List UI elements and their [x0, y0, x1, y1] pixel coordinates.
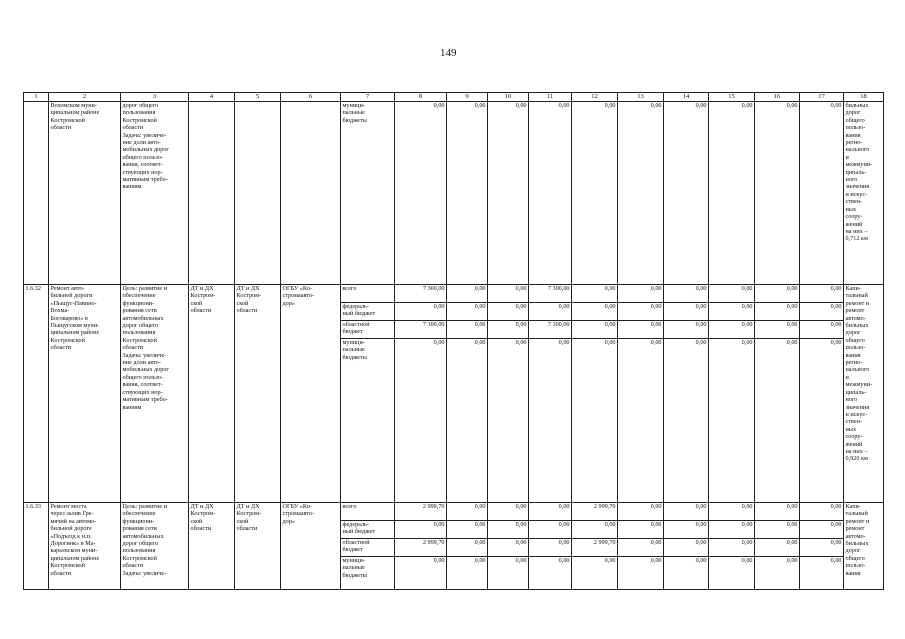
value-cell [618, 285, 664, 503]
value-cell-line: 0,00 [618, 303, 663, 321]
column-header: 16 [755, 93, 800, 102]
value-cell-line: 0,00 [830, 339, 842, 346]
value-cell-line: 0,00 [618, 521, 663, 539]
value-cell [618, 503, 664, 590]
value-cell-line: 0,00 [800, 521, 843, 539]
value-cell-line: 0,00 [664, 285, 708, 303]
goal-task [121, 503, 189, 590]
value-cell-line: 0,00 [709, 321, 754, 339]
value-cell: 0,00 [709, 102, 755, 285]
value-cell-line: 0,00 [572, 521, 617, 539]
funding-source: муници- пальные бюджеты [341, 102, 395, 285]
funding-source-line: муници- пальные бюджеты [342, 339, 367, 361]
value-cell-line: 0,00 [786, 339, 798, 346]
value-cell-line: 0,00 [558, 339, 570, 346]
row-number [24, 285, 49, 503]
administrator [235, 503, 281, 590]
column-header: 12 [572, 93, 618, 102]
column-header: 1 [24, 93, 49, 102]
value-cell-line: 0,00 [395, 303, 446, 321]
executor [281, 503, 341, 590]
value-cell-line: 0,00 [800, 285, 843, 303]
executor-text: ОГБУ «Ко- стромаавто- дор» [282, 503, 315, 525]
value-cell-line: 0,00 [572, 303, 617, 321]
value-cell-line: 0,00 [529, 539, 571, 557]
value-cell: 0,00 [572, 102, 618, 285]
measure-name: Вохомском муни- ципальном районе Костромской области [49, 102, 121, 285]
value-cell: 0,00 [395, 102, 447, 285]
program-table [23, 92, 884, 590]
funding-source-line: федераль- ный бюджет [341, 303, 394, 321]
value-cell-line: 2 999,70 [395, 539, 446, 557]
value-cell-line: 0,00 [709, 539, 754, 557]
value-cell-line: 0,00 [709, 503, 754, 521]
value-cell-line: 0,00 [488, 521, 528, 539]
value-cell-line: 0,00 [515, 339, 527, 346]
value-cell-line: 0,00 [474, 339, 486, 346]
funding-source-line: всего [341, 285, 394, 303]
value-cell [447, 285, 488, 503]
value-cell-line: 0,00 [447, 321, 487, 339]
funding-source-line: муници- пальные бюджеты [342, 557, 367, 579]
row-number-text: 1.6.33 [25, 503, 41, 510]
table-row [24, 503, 884, 590]
value-cell-line: 0,00 [529, 303, 571, 321]
value-cell-line: 0,00 [447, 521, 487, 539]
value-cell-line: 0,00 [529, 503, 571, 521]
value-cell-line: 0,00 [447, 503, 487, 521]
value-cell-line: 0,00 [650, 557, 662, 564]
value-cell-line: 0,00 [664, 521, 708, 539]
value-cell-line: 0,00 [800, 303, 843, 321]
column-header: 14 [664, 93, 709, 102]
value-cell-line: 0,00 [695, 557, 707, 564]
value-cell-line: 0,00 [395, 521, 446, 539]
expected-result [844, 503, 884, 590]
funding-source [341, 285, 395, 503]
funding-source-line: областной бюджет [341, 321, 394, 339]
column-header: 3 [121, 93, 189, 102]
executor [281, 285, 341, 503]
funding-source-line: областной бюджет [341, 539, 394, 557]
value-cell-line: 0,00 [558, 557, 570, 564]
value-cell-line: 0,00 [830, 557, 842, 564]
expected-result-text: Капи- тальный ремонт и ремонт автомо- бильных дорог общего пользо- вания регио- нального и межмуни- ципаль- ного значения и искус- ствен- ных соору- жений на них – 0,920 км [845, 285, 873, 463]
value-cell-line: 2 999,70 [572, 539, 617, 557]
expected-result [844, 285, 884, 503]
header-row [24, 93, 884, 102]
value-cell-line: 0,00 [488, 321, 528, 339]
value-cell [529, 503, 572, 590]
value-cell-line: 0,00 [800, 321, 843, 339]
value-cell-line: 0,00 [800, 539, 843, 557]
expected-result-text: Капи- тальный ремонт и ремонт автомо- бильных дорог общего пользо- вания [845, 503, 870, 577]
value-cell-line: 0,00 [664, 503, 708, 521]
column-header: 10 [488, 93, 529, 102]
value-cell-line: 0,00 [709, 521, 754, 539]
goal-task [121, 285, 189, 503]
customer-text: ДТ и ДХ Костром- ской области [190, 503, 216, 533]
column-header: 4 [189, 93, 235, 102]
row-number [24, 102, 49, 285]
value-cell-line: 0,00 [447, 285, 487, 303]
column-header: 7 [341, 93, 395, 102]
column-header: 11 [529, 93, 572, 102]
value-cell-line: 0,00 [447, 303, 487, 321]
value-cell-line: 0,00 [800, 503, 843, 521]
value-cell [529, 285, 572, 503]
column-header: 9 [447, 93, 488, 102]
value-cell: 0,00 [800, 102, 844, 285]
value-cell-line: 0,00 [488, 539, 528, 557]
value-cell: 0,00 [529, 102, 572, 285]
value-cell [800, 503, 844, 590]
column-header: 5 [235, 93, 281, 102]
value-cell: 0,00 [618, 102, 664, 285]
goal-task-text: Цель: развитие и обеспечение функциони- рования сети автомобильных дорог общего пользования Костромской области Задача: увеличе- ние доли авто- мобильных дорог общего пользо- вания, соответ- ствующих нор- мативным требо- ваниям [122, 285, 169, 411]
funding-source [341, 503, 395, 590]
customer-text: ДТ и ДХ Костром- ской области [190, 285, 216, 315]
value-cell-line: 0,00 [618, 539, 663, 557]
measure-name [49, 503, 121, 590]
value-cell-line: 0,00 [664, 321, 708, 339]
value-cell-line: 0,00 [786, 557, 798, 564]
value-cell-line: 2 999,70 [395, 503, 446, 521]
value-cell-line: 0,00 [433, 339, 445, 346]
value-cell: 0,00 [447, 102, 488, 285]
value-cell [395, 503, 447, 590]
value-cell [488, 285, 529, 503]
value-cell-line: 0,00 [755, 521, 799, 539]
value-cell-line: 7 300,00 [395, 321, 446, 339]
executor-text: ОГБУ «Ко- стромаавто- дор» [282, 285, 315, 307]
value-cell-line: 0,00 [741, 557, 753, 564]
value-cell [395, 285, 447, 503]
row-number-text: 1.6.32 [25, 285, 41, 292]
value-cell-line: 7 300,00 [529, 285, 571, 303]
measure-name [49, 285, 121, 503]
value-cell-line: 0,00 [604, 339, 616, 346]
value-cell [488, 503, 529, 590]
table-row [24, 285, 884, 503]
value-cell-line: 0,00 [488, 503, 528, 521]
value-cell-line: 0,00 [447, 539, 487, 557]
column-header: 8 [395, 93, 447, 102]
value-cell: 0,00 [755, 102, 800, 285]
value-cell-line: 0,00 [709, 285, 754, 303]
measure-name-text: Ремонт авто- бильной дороги «Пыщуг-Павино- Вохма- Боговарово» в Пыщугском муни- ципальном районе Костромской области [50, 285, 100, 352]
value-cell-line: 0,00 [755, 303, 799, 321]
value-cell [755, 285, 800, 503]
value-cell-line: 0,00 [618, 321, 663, 339]
value-cell [664, 503, 709, 590]
value-cell [800, 285, 844, 503]
value-cell [755, 503, 800, 590]
customer [189, 285, 235, 503]
value-cell-line: 0,00 [664, 303, 708, 321]
value-cell-line: 0,00 [755, 539, 799, 557]
value-cell-line: 0,00 [709, 303, 754, 321]
value-cell-line: 0,00 [474, 557, 486, 564]
table-row [24, 102, 884, 285]
value-cell-line: 0,00 [741, 339, 753, 346]
column-header: 18 [844, 93, 884, 102]
column-header: 6 [281, 93, 341, 102]
value-cell-line: 0,00 [650, 339, 662, 346]
row-number [24, 503, 49, 590]
customer [189, 102, 235, 285]
value-cell-line: 7 300,00 [529, 321, 571, 339]
goal-task-text: Цель: развитие и обеспечение функциони- рования сети автомобильных дорог общего пользования Костромской области Задача: увеличе- [122, 503, 168, 577]
column-header: 15 [709, 93, 755, 102]
value-cell-line: 0,00 [604, 557, 616, 564]
column-header: 13 [618, 93, 664, 102]
value-cell [709, 503, 755, 590]
value-cell-line: 0,00 [488, 285, 528, 303]
value-cell-line: 0,00 [618, 285, 663, 303]
customer [189, 503, 235, 590]
administrator [235, 102, 281, 285]
goal-task: дорог общего пользования Костромской области Задача: увеличе- ние доли авто- мобильных дорог общего пользо- вания, соответ- ствующих нор- мативным требо- ваниям [121, 102, 189, 285]
column-header: 17 [800, 93, 844, 102]
value-cell-line: 0,00 [433, 557, 445, 564]
value-cell: 0,00 [488, 102, 529, 285]
value-cell [572, 285, 618, 503]
administrator-text: ДТ и ДХ Костром- ской области [236, 503, 262, 533]
value-cell-line: 0,00 [572, 285, 617, 303]
expected-result: бильных дорог общего пользо- вания регио- нального и межмуни- ципаль- ного значения и искус- ствен- ных соору- жений на них – 0,712 км [844, 102, 884, 285]
value-cell-line: 2 999,70 [572, 503, 617, 521]
column-header: 2 [49, 93, 121, 102]
value-cell [572, 503, 618, 590]
funding-source-line: федераль- ный бюджет [341, 521, 394, 539]
value-cell-line: 0,00 [755, 321, 799, 339]
value-cell [447, 503, 488, 590]
value-cell: 0,00 [664, 102, 709, 285]
value-cell-line: 0,00 [755, 285, 799, 303]
value-cell [664, 285, 709, 503]
administrator [235, 285, 281, 503]
executor [281, 102, 341, 285]
value-cell-line: 0,00 [755, 503, 799, 521]
measure-name-text: Ремонт моста через залив Гре- мячий на автомо- бильной дороге «Подъезд к н.п. Дорогинк» в Ма- карьевском муни- ципальном районе Костромской области [50, 503, 100, 577]
value-cell-line: 0,00 [529, 521, 571, 539]
funding-source-line: всего [341, 503, 394, 521]
page-number: 149 [440, 47, 457, 59]
value-cell-line: 0,00 [664, 539, 708, 557]
value-cell-line: 0,00 [488, 303, 528, 321]
value-cell-line: 0,00 [618, 503, 663, 521]
value-cell-line: 0,00 [695, 339, 707, 346]
value-cell-line: 0,00 [515, 557, 527, 564]
value-cell-line: 0,00 [572, 321, 617, 339]
value-cell-line: 7 300,00 [395, 285, 446, 303]
administrator-text: ДТ и ДХ Костром- ской области [236, 285, 262, 315]
value-cell [709, 285, 755, 503]
